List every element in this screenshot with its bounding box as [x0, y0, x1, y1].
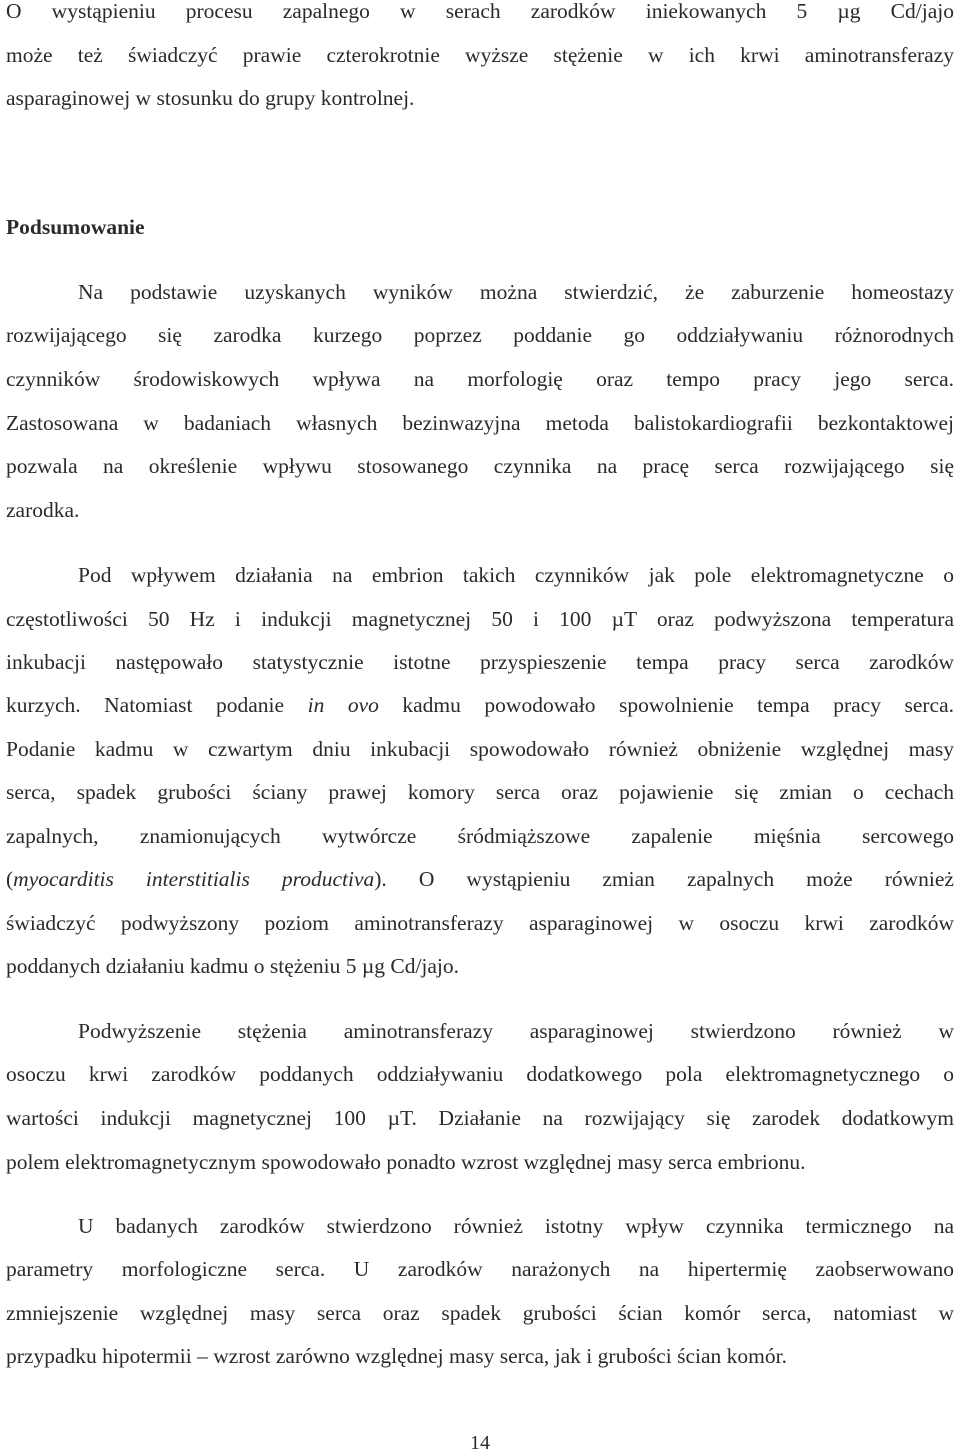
p2-line-10: poddanych działaniu kadmu o stężeniu 5 µg Cd/jajo.	[6, 954, 460, 978]
p1-line-5: pozwala na określenie wpływu stosowanego czynnika na pracę serca rozwijającego się	[6, 454, 954, 478]
p2-line-2: częstotliwości 50 Hz i indukcji magnetycznej 50 i 100 µT oraz podwyższona temperatura	[6, 607, 954, 631]
section-heading: Podsumowanie	[6, 215, 145, 239]
p1-line-1: Na podstawie uzyskanych wyników można stwierdzić, że zaburzenie homeostazy	[78, 280, 954, 304]
p2-italic-in-ovo: in ovo	[307, 693, 379, 717]
p2-line-8-open: (	[6, 867, 14, 891]
p2-italic-latin-term: myocarditis interstitialis productiva	[13, 867, 375, 891]
p2-line-4-start: kurzych. Natomiast podanie	[6, 693, 308, 717]
p1-line-6: zarodka.	[6, 498, 80, 522]
p2-line-5: Podanie kadmu w czwartym dniu inkubacji spowodowało również obniżenie względnej masy	[6, 737, 954, 761]
p1-line-4: Zastosowana w badaniach własnych bezinwazyjna metoda balistokardiografii bezkontaktowej	[6, 411, 954, 435]
p4-line-3: zmniejszenie względnej masy serca oraz spadek grubości ścian komór serca, natomiast w	[6, 1301, 954, 1325]
p2-line-4	[6, 690, 954, 720]
p4-line-4: przypadku hipotermii – wzrost zarówno względnej masy serca, jak i grubości ścian komór.	[6, 1344, 787, 1368]
p2-line-1: Pod wpływem działania na embrion takich czynników jak pole elektromagnetyczne o	[78, 563, 954, 587]
p4-line-2: parametry morfologiczne serca. U zarodków narażonych na hipertermię zaobserwowano	[6, 1257, 954, 1281]
p3-line-1: Podwyższenie stężenia aminotransferazy asparaginowej stwierdzono również w	[78, 1019, 954, 1043]
p3-line-4: polem elektromagnetycznym spowodowało ponadto wzrost względnej masy serca embrionu.	[6, 1150, 806, 1174]
p3-line-3: wartości indukcji magnetycznej 100 µT. Działanie na rozwijający się zarodek dodatkowym	[6, 1106, 954, 1130]
p1-line-3: czynników środowiskowych wpływa na morfologię oraz tempo pracy jego serca.	[6, 367, 954, 391]
p3-line-2: osoczu krwi zarodków poddanych oddziaływaniu dodatkowego pola elektromagnetycznego o	[6, 1062, 954, 1086]
p2-line-7: zapalnych, znamionujących wytwórcze śródmiąższowe zapalenie mięśnia sercowego	[6, 824, 954, 848]
p2-line-6: serca, spadek grubości ściany prawej komory serca oraz pojawienie się zmian o cechach	[6, 780, 954, 804]
p4-line-1: U badanych zarodków stwierdzono również istotny wpływ czynnika termicznego na	[78, 1214, 954, 1238]
p2-line-4-end: kadmu powodowało spowolnienie tempa pracy serca.	[378, 693, 954, 717]
p2-line-8	[6, 864, 954, 894]
p2-line-3: inkubacji następowało statystycznie istotne przyspieszenie tempa pracy serca zarodków	[6, 650, 954, 674]
page-number: 14	[470, 1432, 490, 1454]
intro-line-3: asparaginowej w stosunku do grupy kontrolnej.	[6, 86, 415, 110]
p2-line-9: świadczyć podwyższony poziom aminotransferazy asparaginowej w osoczu krwi zarodków	[6, 911, 954, 935]
intro-line-2: może też świadczyć prawie czterokrotnie wyższe stężenie w ich krwi aminotransferazy	[6, 43, 954, 67]
intro-line-1: O wystąpieniu procesu zapalnego w serach zarodków iniekowanych 5 µg Cd/jajo	[6, 0, 954, 23]
p2-line-8-rest: ). O wystąpieniu zmian zapalnych może również	[374, 867, 954, 891]
p1-line-2: rozwijającego się zarodka kurzego poprzez poddanie go oddziaływaniu różnorodnych	[6, 323, 954, 347]
